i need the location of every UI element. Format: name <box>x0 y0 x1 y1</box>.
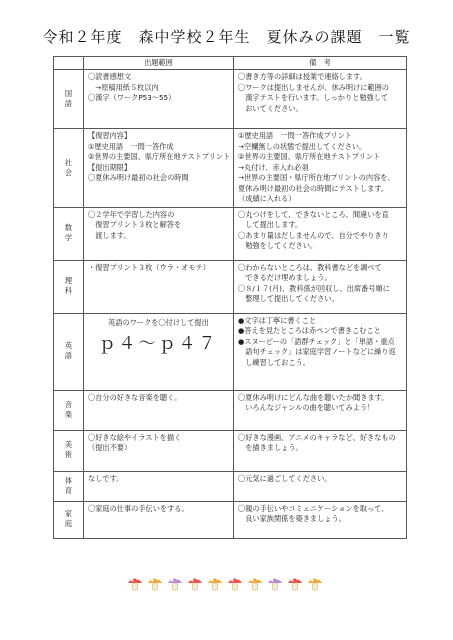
range-line: 〇漢字（ワークP53〜55） <box>88 93 176 102</box>
subject-cell <box>54 471 84 501</box>
notes-line: 〇好きな漫画、アニメのキャラなど、好きなもの <box>238 432 396 442</box>
notes-line: 〇夏休み明けにどんな曲を聴いたか聞きます。 <box>238 392 389 402</box>
header-notes: 備 考 <box>234 57 407 70</box>
range-cell <box>84 501 234 538</box>
notes-line: ●答えを見たところは赤ペンで書きこむこと <box>238 326 381 335</box>
notes-line: 〇ワークは提出しませんが、休み明けに範囲の <box>238 82 389 92</box>
table-row <box>54 70 407 129</box>
mushroom-icon <box>286 574 304 592</box>
range-cell <box>84 70 234 129</box>
notes-line: ①歴史用語 一問一答作成プリント <box>238 131 352 140</box>
subject-cell <box>54 260 84 313</box>
subject-char: 育 <box>64 485 73 495</box>
mushroom-icon <box>246 574 264 592</box>
mushroom-icon <box>186 574 204 592</box>
subject-char: 科 <box>64 286 73 296</box>
range-line: なしです。 <box>88 473 124 483</box>
range-line: 【復習内容】 <box>88 131 132 140</box>
range-line: 〇自分の好きな音楽を聴く。 <box>88 392 182 402</box>
notes-line: （成績に入れる） <box>238 194 296 203</box>
header-subject <box>54 57 84 70</box>
subject-char: 術 <box>64 450 73 460</box>
range-cell <box>84 207 234 260</box>
range-cell <box>84 313 234 390</box>
subject-char: 美 <box>64 440 73 450</box>
notes-line: を描きましょう。 <box>238 443 303 452</box>
page-title: 令和２年度 森中学校２年生 夏休みの課題 一覧 <box>42 28 411 46</box>
mushroom-icon <box>266 574 284 592</box>
notes-line: 〇８/１７(月)、教科係が回収し、出席番号順に <box>238 283 390 293</box>
notes-line: し練習しておこう。 <box>238 357 310 367</box>
notes-line: 〇わからないところは、教科書などを調べて <box>238 262 382 272</box>
table-row <box>54 430 407 471</box>
range-cell <box>84 390 234 430</box>
range-line: 英語のワークを〇付けして提出 <box>108 317 209 327</box>
notes-line: →世界の主要国・県庁所在地プリントの内容を、 <box>238 173 395 182</box>
range-line: 〇読書感想文 <box>88 72 132 81</box>
range-cell <box>84 430 234 471</box>
subject-char: 英 <box>64 341 73 351</box>
notes-line: 夏休み明け最初の社会の時間にテストします。 <box>238 183 389 193</box>
table-row <box>54 129 407 208</box>
notes-line: 〇親の手伝いやコミュニケーションを取って、 <box>238 503 389 513</box>
notes-line: 良い家族関係を築きましょう。 <box>238 514 346 523</box>
mushroom-icon <box>206 574 224 592</box>
range-cell <box>84 129 234 208</box>
subject-cell <box>54 207 84 260</box>
notes-line: おいてください。 <box>238 103 303 113</box>
table-row <box>54 471 407 501</box>
notes-line: ●文字は丁寧に書くこと <box>238 315 317 325</box>
subject-char: 庭 <box>64 519 73 529</box>
subject-cell <box>54 430 84 471</box>
range-line: 〇家庭の仕事の手伝いをする。 <box>88 503 189 513</box>
table-row <box>54 390 407 430</box>
subject-char: 学 <box>64 233 73 243</box>
notes-cell <box>234 207 407 260</box>
notes-cell <box>234 260 407 313</box>
notes-cell <box>234 501 407 538</box>
assignment-table <box>53 56 407 539</box>
notes-cell <box>234 313 407 390</box>
range-line: →原稿用紙５枚以内 <box>88 82 159 92</box>
notes-line: ●スヌーピーの「語群チェック」と「単語・重点 <box>238 336 395 346</box>
range-cell <box>84 260 234 313</box>
subject-char: 会 <box>64 167 73 177</box>
subject-char: 数 <box>64 223 73 233</box>
subject-char: 楽 <box>64 409 73 419</box>
mushroom-decoration <box>126 574 326 594</box>
page-range-text: ｐ４〜ｐ４７ <box>98 334 219 354</box>
mushroom-icon <box>126 574 144 592</box>
notes-line: 〇元気に過ごしてください。 <box>238 473 332 483</box>
subject-char: 家 <box>64 509 73 519</box>
range-line: 〇夏休み明け最初の社会の時間 <box>88 173 189 182</box>
notes-line: いろんなジャンルの曲を聴いてみよう！ <box>238 403 375 412</box>
header-range: 出題範囲 <box>84 57 234 70</box>
notes-line: 整理して提出してください。 <box>238 294 339 303</box>
notes-line: →空欄無しの状態で提出してください。 <box>238 141 367 151</box>
notes-line: 漢字テストを行います。しっかりと勉強して <box>238 93 389 102</box>
subject-char: 国 <box>64 88 73 98</box>
subject-char: 理 <box>64 276 73 286</box>
range-line: ②世界の主要国、県庁所在地テストプリント <box>88 152 231 161</box>
range-line: 〇好きな絵やイラストを描く <box>88 432 182 442</box>
notes-line: ②世界の主要国、県庁所在地テストプリント <box>238 152 381 161</box>
notes-cell <box>234 390 407 430</box>
range-line: （提出不要） <box>88 443 132 452</box>
table-row <box>54 501 407 538</box>
range-line: 渡します。 <box>88 230 131 240</box>
notes-cell <box>234 471 407 501</box>
table-header-row <box>54 57 407 70</box>
subject-char: 体 <box>64 475 73 485</box>
range-line: 〇２学年で学習した内容の <box>88 209 175 219</box>
notes-cell <box>234 70 407 129</box>
notes-line: →丸付け、赤入れ必須 <box>238 162 309 172</box>
notes-line: 〇丸つけをして、できないところ、間違いを直 <box>238 209 389 219</box>
notes-line: 〇書き方等の詳細は授業で連絡します。 <box>238 72 367 81</box>
subject-char: 社 <box>64 157 73 167</box>
notes-line: 勉強をしてください。 <box>238 241 318 250</box>
notes-cell <box>234 129 407 208</box>
notes-line: して提出します。 <box>238 220 303 229</box>
notes-cell <box>234 430 407 471</box>
subject-char: 音 <box>64 399 73 409</box>
subject-cell <box>54 501 84 538</box>
subject-cell <box>54 390 84 430</box>
mushroom-icon <box>146 574 164 592</box>
table-row <box>54 313 407 390</box>
subject-cell <box>54 70 84 129</box>
range-cell <box>84 471 234 501</box>
subject-cell <box>54 313 84 390</box>
range-line: 【提出期限】 <box>88 162 132 172</box>
range-line: ①歴史用語 一問一答作成 <box>88 141 174 151</box>
mushroom-icon <box>166 574 184 592</box>
table-row <box>54 260 407 313</box>
mushroom-icon <box>306 574 324 592</box>
mushroom-icon <box>226 574 244 592</box>
table-row <box>54 207 407 260</box>
range-line: ・復習プリント３枚（ウラ・オモテ） <box>88 262 210 272</box>
notes-line: 語句チェック」は家庭学習ノートなどに繰り返 <box>238 347 396 356</box>
subject-cell <box>54 129 84 208</box>
range-line: 復習プリント３枚と解答を <box>88 220 182 229</box>
notes-line: 〇あまり量はだしませんので、自分でやりきり <box>238 230 389 240</box>
notes-line: できるだけ埋めましょう。 <box>238 273 332 282</box>
subject-char: 語 <box>64 351 73 361</box>
subject-char: 語 <box>64 98 73 108</box>
